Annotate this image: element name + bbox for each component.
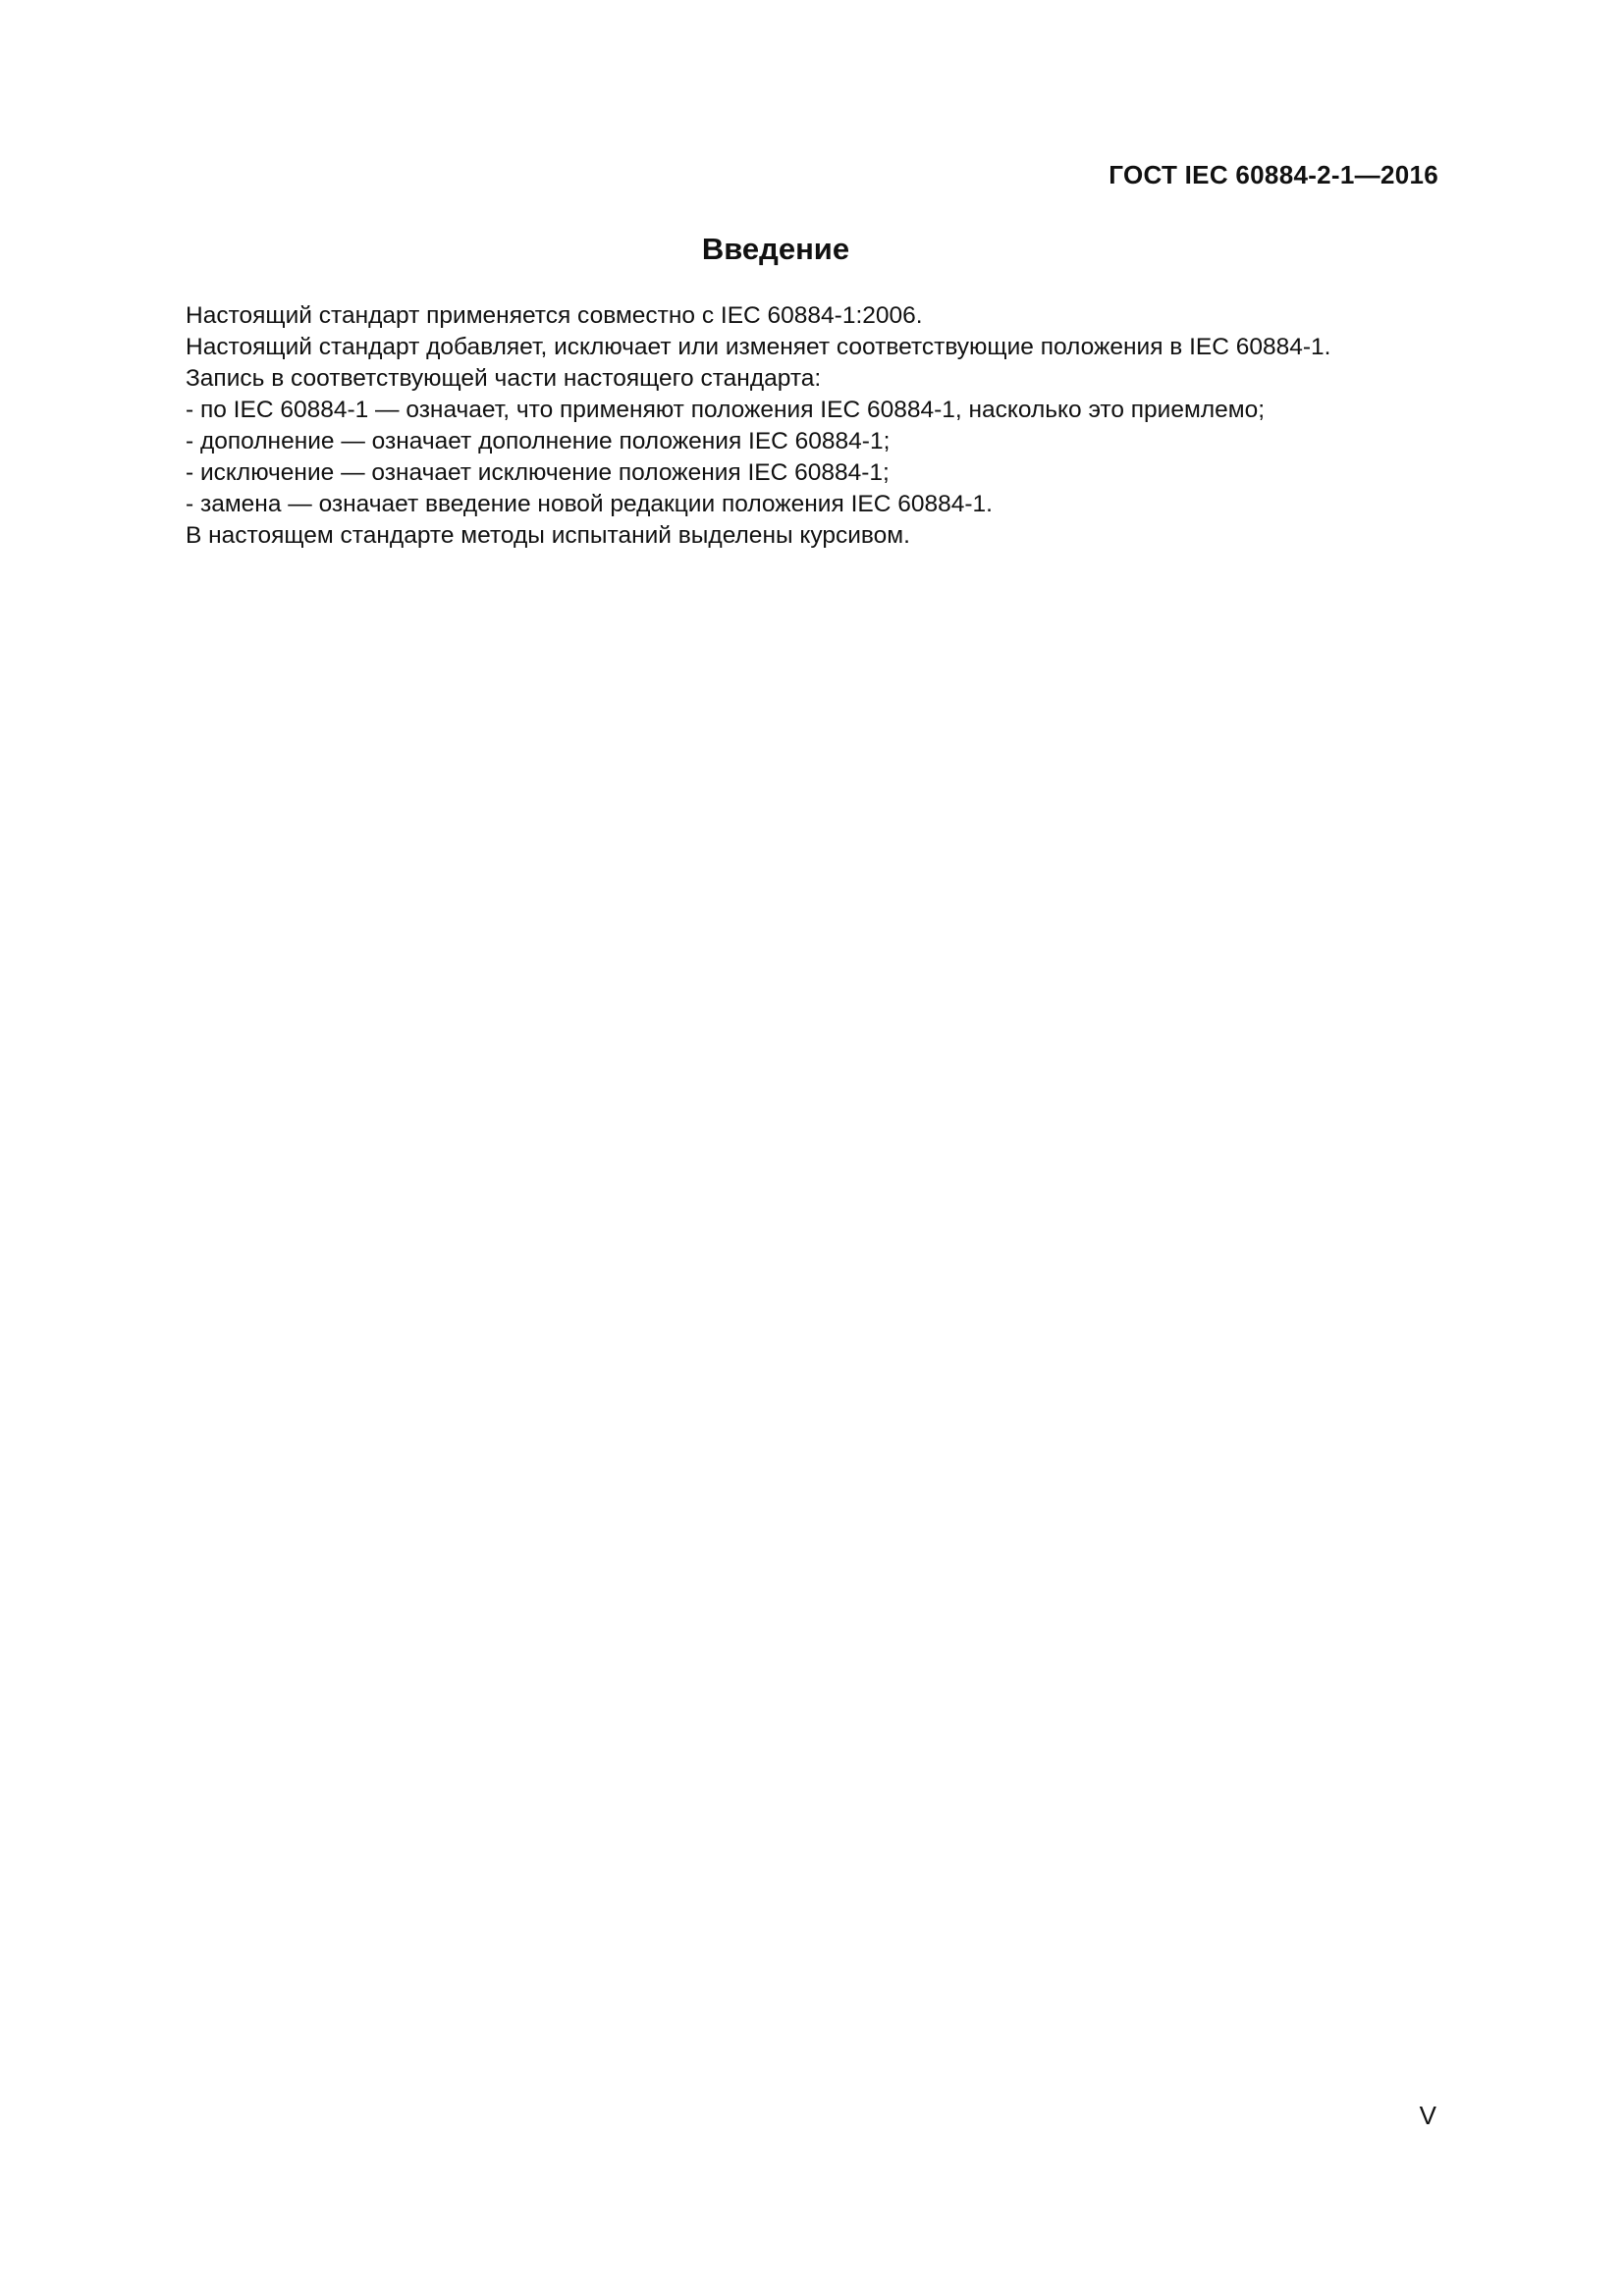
document-code: ГОСТ IEC 60884-2-1—2016 <box>1109 160 1438 189</box>
section-title: Введение <box>701 232 850 266</box>
paragraph: В настоящем стандарте методы испытаний выделены курсивом. <box>186 522 910 549</box>
introduction-text <box>117 300 1438 552</box>
paragraph: Запись в соответствующей части настоящего стандарта: <box>186 365 822 392</box>
list-item: - замена — означает введение новой редакции положения IEC 60884-1. <box>186 491 993 517</box>
paragraph: Настоящий стандарт применяется совместно с IEC 60884-1:2006. <box>186 302 923 329</box>
page-number: V <box>1419 2101 1436 2130</box>
paragraph: Настоящий стандарт добавляет, исключает или изменяет соответствующие положения в IEC 60884-1. <box>186 334 1331 360</box>
list-item: - дополнение — означает дополнение положения IEC 60884-1; <box>186 428 891 454</box>
list-item: - по IEC 60884-1 — означает, что применяют положения IEC 60884-1, насколько это приемлемо; <box>186 397 1266 423</box>
list-item: - исключение — означает исключение положения IEC 60884-1; <box>186 459 890 486</box>
